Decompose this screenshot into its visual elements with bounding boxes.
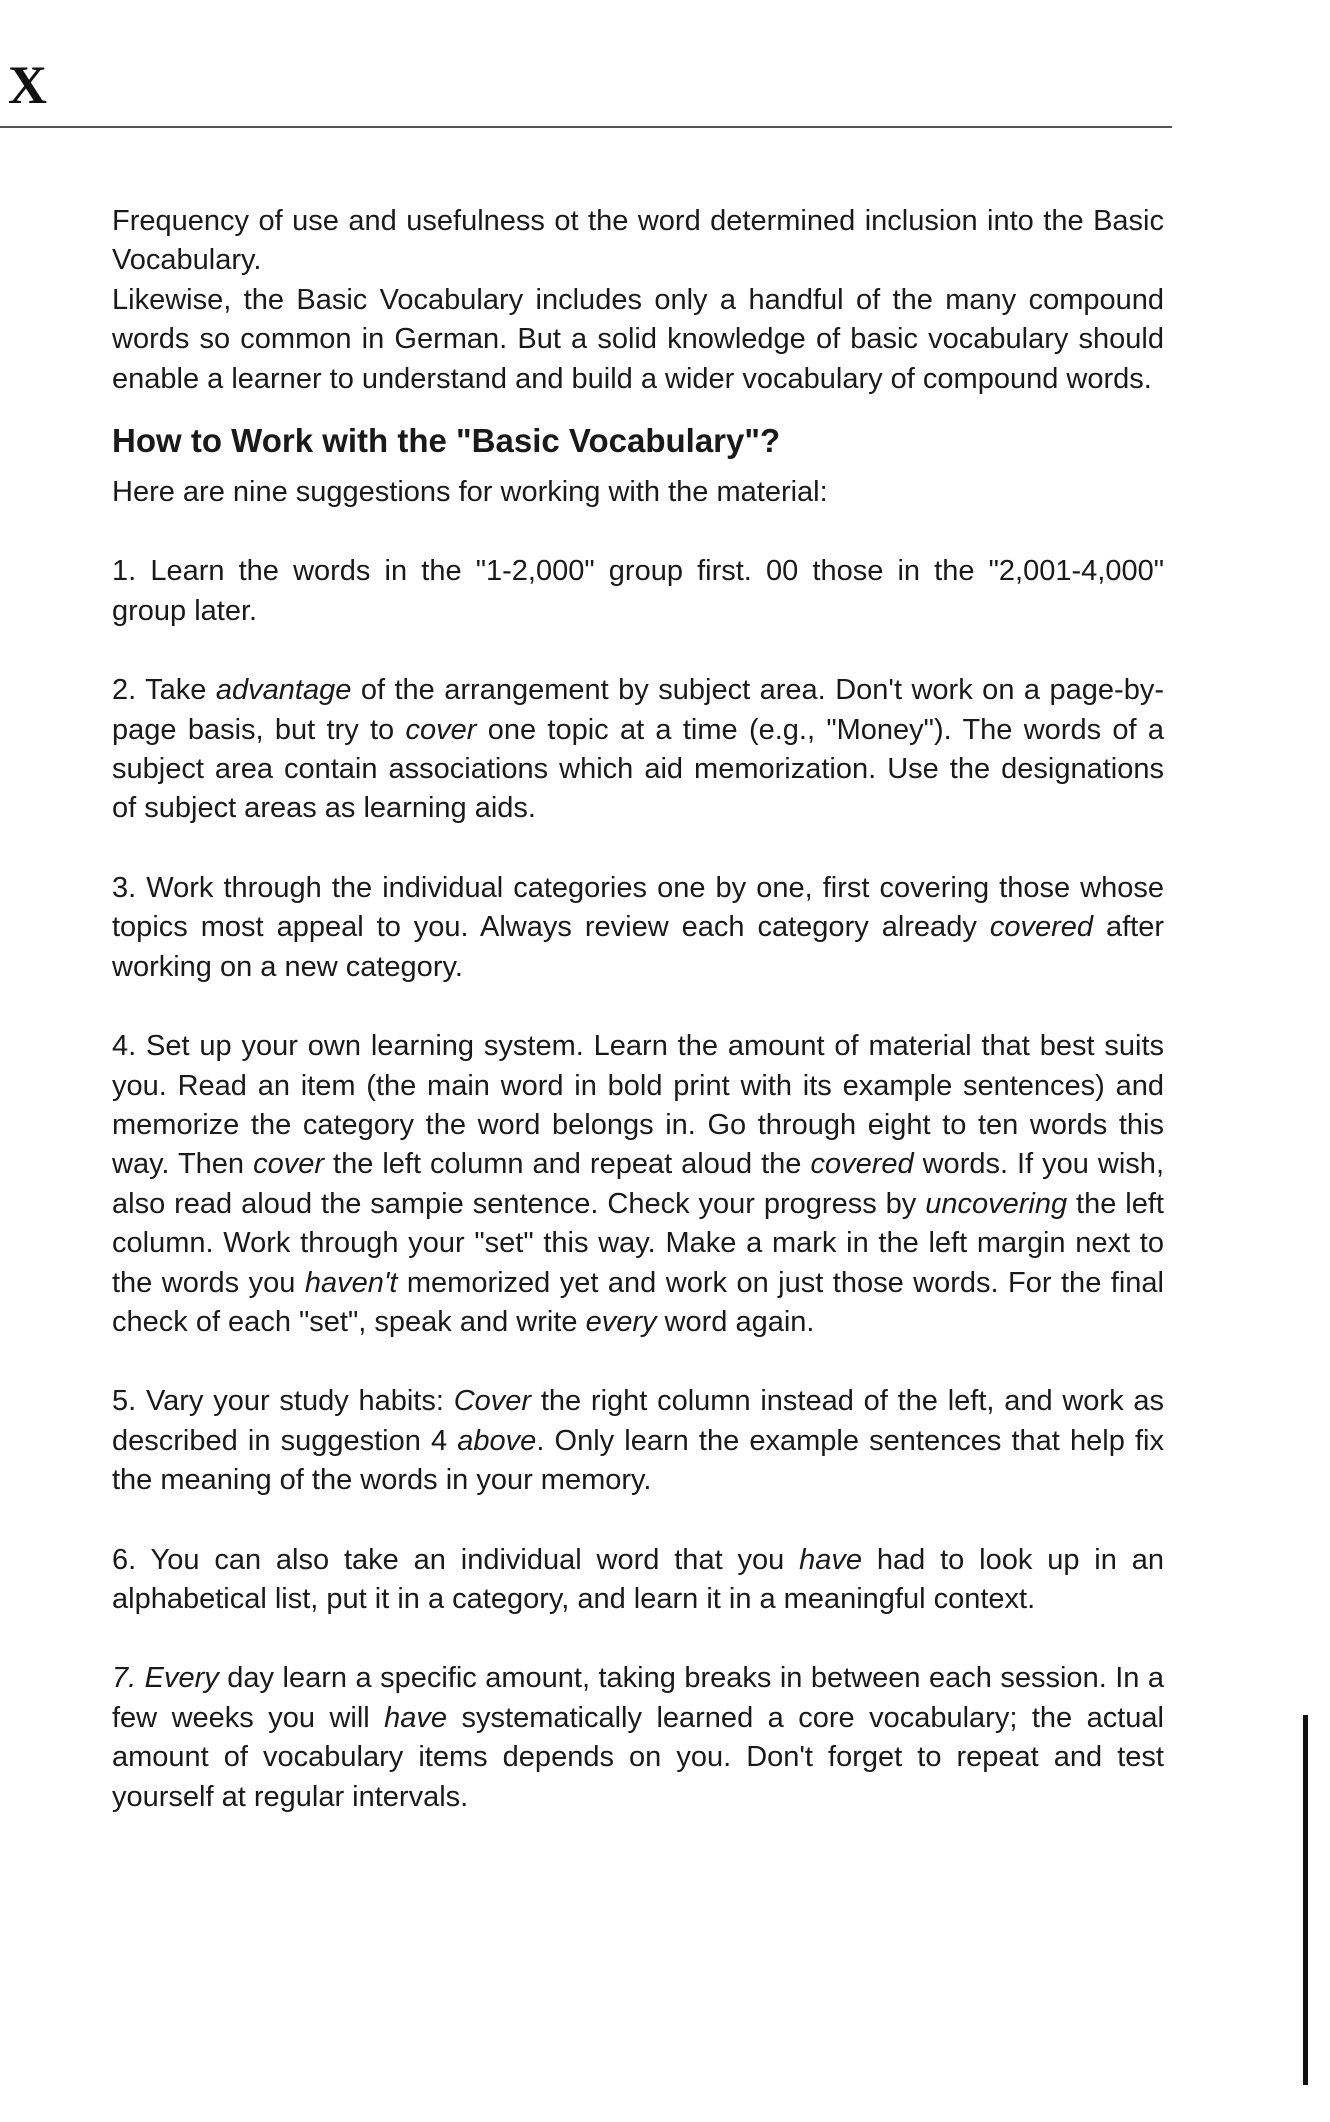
suggestion-item: [112, 1027, 1164, 1342]
header-rule: [0, 126, 1172, 128]
body-text: 4. Set up your own learning system. Learn the amount of material that best suits you. Read an item (the main word in bold print with its example sentences) and memorize the category the word belongs in. Go through eight to ten words this way. Then: [112, 1030, 1164, 1181]
section-heading: How to Work with the "Basic Vocabulary"?: [112, 422, 781, 460]
body-text: word again.: [656, 1305, 815, 1338]
lead-paragraph: Here are nine suggestions for working with the material:: [112, 476, 828, 509]
emphasis-text: have: [799, 1543, 862, 1576]
emphasis-text: uncovering: [925, 1187, 1068, 1220]
suggestion-item: [112, 1659, 1164, 1817]
suggestion-item: [112, 1382, 1164, 1500]
body-text: the right column instead of the left, and work as described in suggestion 4: [112, 1385, 1164, 1457]
intro-paragraph: Frequency of use and usefulness ot the word determined inclusion into the Basic Vocabulary.: [112, 205, 1164, 277]
emphasis-text: cover: [253, 1148, 324, 1181]
body-text: [136, 1662, 144, 1694]
body-text: one topic at a time (e.g., "Money"). The words of a subject area contain associations which aid memorization. Use the designations of subject areas as learning aids.: [112, 713, 1164, 825]
emphasis-text: haven't: [304, 1266, 398, 1299]
emphasis-text: have: [384, 1701, 448, 1734]
suggestion-item: [112, 1541, 1164, 1620]
emphasis-text: covered: [810, 1148, 914, 1181]
body-text: the left column. Work through your "set" this way. Make a mark in the left margin next to the words you: [112, 1187, 1164, 1299]
emphasis-text: every: [585, 1305, 657, 1338]
emphasis-text: covered: [989, 911, 1093, 944]
body-text: after working on a new category.: [112, 911, 1164, 983]
body-text: 6. You can also take an individual word that you: [112, 1543, 800, 1576]
page-number-marker: X: [8, 55, 47, 115]
suggestion-item: [112, 552, 1164, 631]
body-text: the left column and repeat aloud the: [324, 1148, 811, 1181]
body-text: . Only learn the example sentences that help fix the meaning of the words in your memory.: [112, 1424, 1164, 1497]
body-text: of the arrangement by subject area. Don't work on a page-by-page basis, but try to: [112, 674, 1164, 746]
body-text: had to look up in an alphabetical list, put it in a category, and learn it in a meaningful context.: [112, 1543, 1164, 1615]
suggestion-list: [112, 552, 1164, 1817]
body-text: 3. Work through the individual categories one by one, first covering those whose topics most appeal to you. Always review each category already: [112, 871, 1164, 944]
suggestion-item: [112, 671, 1164, 829]
body-text: words. If you wish, also read aloud the sampie sentence. Check your progress by: [112, 1148, 1164, 1220]
emphasis-text: advantage: [215, 674, 352, 707]
emphasis-text: Every: [144, 1662, 219, 1695]
emphasis-text: 7.: [112, 1662, 137, 1695]
emphasis-text: Cover: [453, 1385, 532, 1418]
suggestion-item: [112, 869, 1164, 987]
page-edge-line: [1303, 1715, 1308, 2085]
page-body: [112, 202, 1164, 1817]
emphasis-text: above: [457, 1424, 537, 1457]
body-text: systematically learned a core vocabulary; the actual amount of vocabulary items depends on you. Don't forget to repeat and test yourself at regular intervals.: [112, 1701, 1164, 1813]
body-text: 5. Vary your study habits:: [112, 1385, 454, 1418]
body-text: memorized yet and work on just those words. For the final check of each "set", speak and write: [112, 1266, 1164, 1338]
emphasis-text: cover: [405, 713, 477, 746]
body-text: day learn a specific amount, taking breaks in between each session. In a few weeks you will: [112, 1662, 1165, 1734]
body-text: 2. Take: [112, 674, 216, 707]
intro-paragraph: Likewise, the Basic Vocabulary includes only a handful of the many compound words so common in German. But a solid knowledge of basic vocabulary should enable a learner to understand and build a wider vocabulary of compound words.: [112, 283, 1164, 395]
body-text: 1. Learn the words in the "1-2,000" group first. 00 those in the "2,001-4,000" group later.: [112, 555, 1164, 627]
